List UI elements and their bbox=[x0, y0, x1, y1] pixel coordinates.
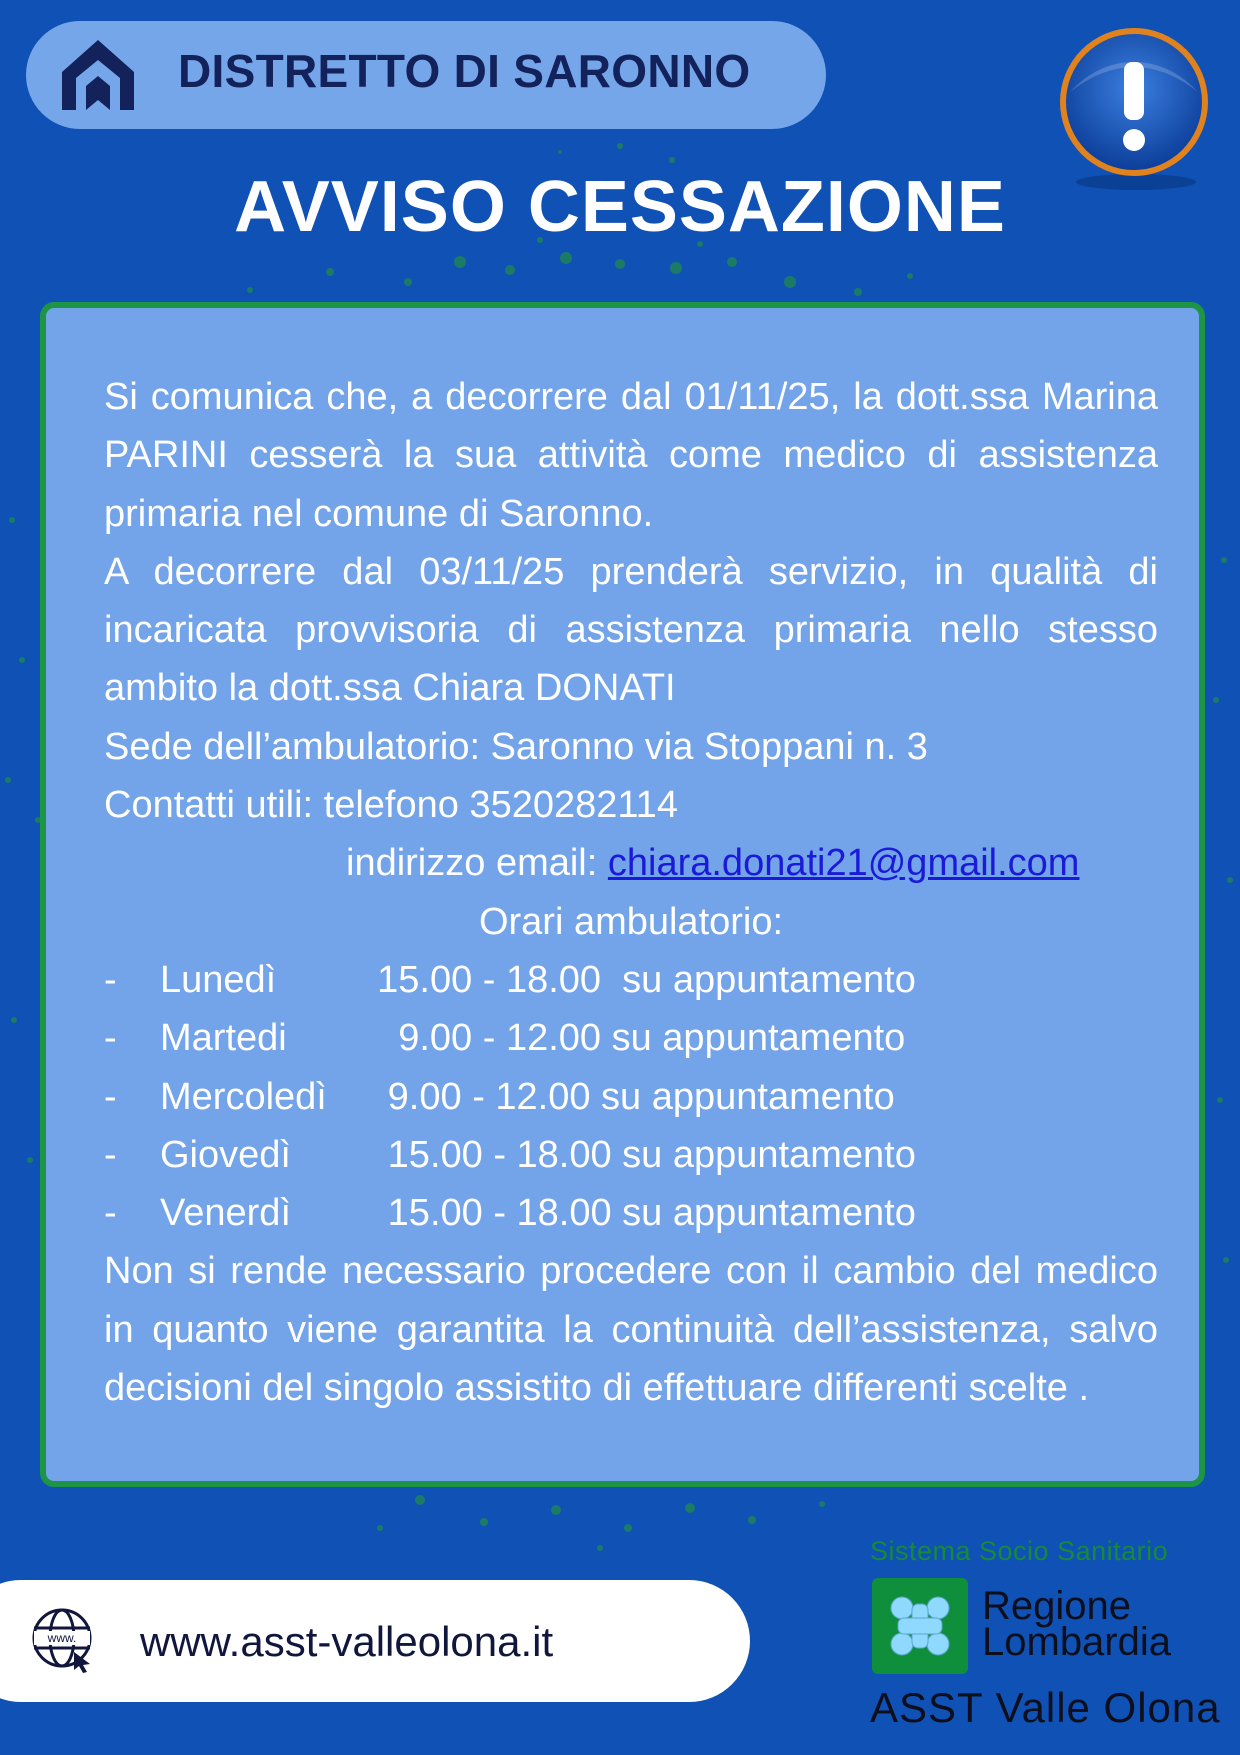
hours-day: Mercoledì bbox=[160, 1075, 327, 1118]
office-address: Sede dell’ambulatorio: Saronno via Stoppani n. 3 bbox=[104, 725, 928, 768]
hours-day: Lunedì bbox=[160, 958, 277, 1001]
hours-time: 15.00 - 18.00 su appuntamento bbox=[356, 1192, 916, 1235]
hours-row-monday bbox=[104, 951, 1158, 1009]
hours-row-thursday bbox=[104, 1126, 1158, 1184]
hours-day: Giovedì bbox=[160, 1133, 291, 1176]
email-label: indirizzo email: bbox=[346, 842, 608, 885]
list-bullet: - bbox=[104, 1192, 117, 1235]
notice-body bbox=[104, 368, 1158, 1417]
globe-icon bbox=[30, 1606, 98, 1674]
region-name bbox=[982, 1584, 1172, 1664]
hours-time: 15.00 - 18.00 su appuntamento bbox=[356, 958, 916, 1001]
email-link[interactable]: chiara.donati21@gmail.com bbox=[607, 842, 1080, 885]
list-bullet: - bbox=[104, 1133, 117, 1176]
hours-time: 9.00 - 12.00 su appuntamento bbox=[356, 1075, 895, 1118]
website-link[interactable]: www.asst-valleolona.it bbox=[140, 1618, 554, 1665]
list-bullet: - bbox=[104, 958, 117, 1001]
notice-title: AVVISO CESSAZIONE bbox=[234, 167, 1006, 247]
contact-phone: Contatti utili: telefono 3520282114 bbox=[104, 784, 678, 827]
regione-lombardia-logo bbox=[872, 1578, 968, 1674]
closing-paragraph: Non si rende necessario procedere con il cambio del medico in quanto viene garantita la continuità dell’assistenza, salvo decisioni del singolo assistito di effettuare differenti scelte . bbox=[104, 1250, 1158, 1410]
globe-icon-text: www. bbox=[47, 1631, 77, 1645]
cessation-paragraph: Si comunica che, a decorrere dal 01/11/25, la dott.ssa Marina PARINI cesserà la sua attività come medico di assistenza primaria nel comune di Saronno. bbox=[104, 376, 1158, 535]
hours-title: Orari ambulatorio: bbox=[478, 900, 784, 943]
system-label: Sistema Socio Sanitario bbox=[870, 1536, 1169, 1566]
replacement-paragraph: A decorrere dal 03/11/25 prenderà servizio, in qualità di incaricata provvisoria di assistenza primaria nello stesso ambito la dott.ssa Chiara DONATI bbox=[104, 550, 1158, 710]
contact-email-line bbox=[104, 834, 1158, 892]
notice-card bbox=[40, 302, 1205, 1487]
list-bullet: - bbox=[104, 1017, 117, 1060]
hours-row-tuesday bbox=[104, 1009, 1158, 1067]
region-line-2: Lombardia bbox=[982, 1620, 1172, 1664]
region-line-1: Regione bbox=[982, 1584, 1132, 1628]
hours-time: 15.00 - 18.00 su appuntamento bbox=[356, 1133, 916, 1176]
asst-name: ASST Valle Olona bbox=[870, 1684, 1221, 1731]
hours-time: 9.00 - 12.00 su appuntamento bbox=[356, 1017, 906, 1060]
hours-day: Martedi bbox=[160, 1017, 287, 1060]
home-icon bbox=[58, 36, 138, 112]
hours-row-wednesday bbox=[104, 1068, 1158, 1126]
district-title: DISTRETTO DI SARONNO bbox=[178, 45, 751, 97]
hours-row-friday bbox=[104, 1184, 1158, 1242]
list-bullet: - bbox=[104, 1075, 117, 1118]
hours-day: Venerdì bbox=[160, 1192, 291, 1235]
